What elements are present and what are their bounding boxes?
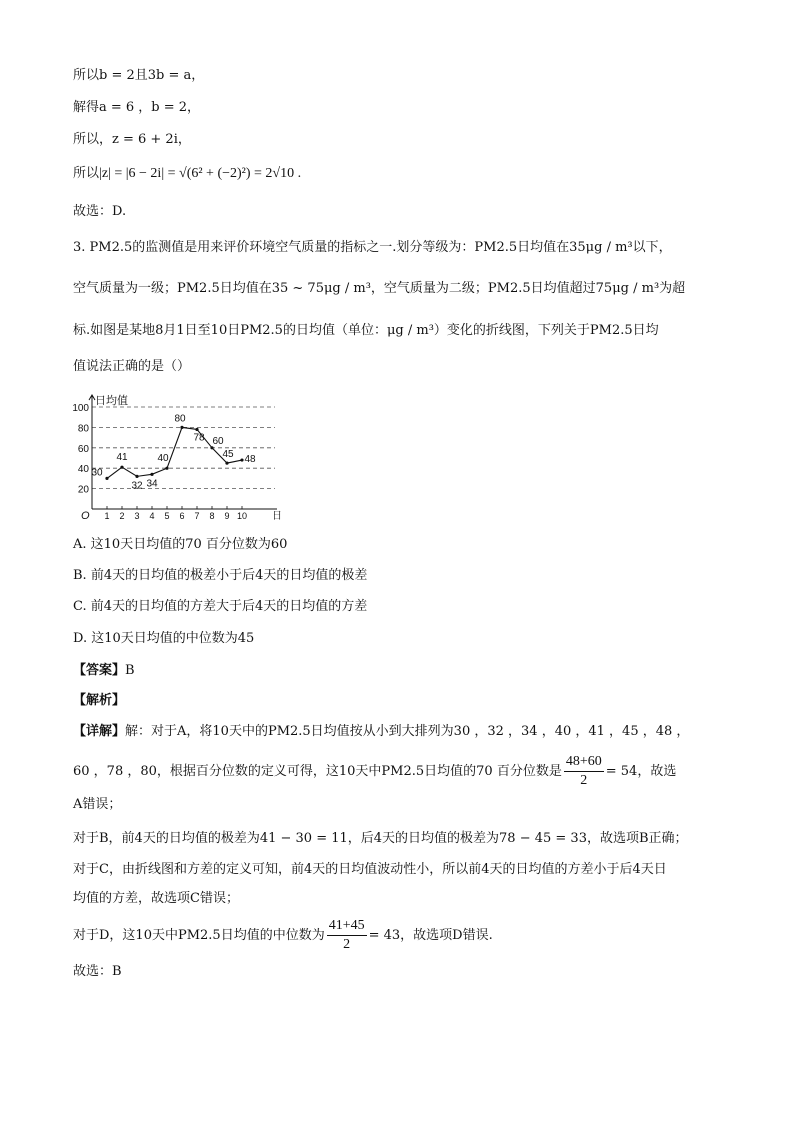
y-axis-label: 日均值 [95,395,128,407]
data-point [105,477,108,480]
x-tick-label: 9 [224,511,230,521]
detail-text-2-suffix: = 54，故选 [605,764,677,779]
answer-line [73,661,135,681]
detail-line-5: 对于C，由折线图和方差的定义可知，前4天的日均值波动性小，所以前4天的日均值的方差小于后4天日 [73,862,667,877]
detail-text-2: 60 ，78 ，80，根据百分位数的定义可得，这10天中PM2.5日均值的70 百分位数是 [73,764,562,779]
detail-text-1: 解：对于A，将10天中的PM2.5日均值按从小到大排列为30 ，32 ，34 ，40 ，41 ，45 ，48 ， [125,724,690,739]
option-a: A. 这10天日均值的70 百分位数为60 [73,537,288,552]
prev-solution-line-4 [73,164,301,184]
fraction-70th-percentile [564,753,604,790]
data-label: 41 [116,452,128,464]
question-line-3: 标.如图是某地8月1日至10日PM2.5的日均值（单位：μg / m³）变化的折线图，下列关于PM2.5日均 [73,323,659,338]
x-tick-label: 5 [164,511,170,521]
x-tick-label: 8 [209,511,215,521]
data-point [120,466,123,469]
pm25-line-chart [70,392,285,522]
detail-line-7 [73,916,493,956]
y-tick-label: 40 [77,464,89,476]
question-line-2: 空气质量为一级；PM2.5日均值在35 ~ 75μg / m³，空气质量为二级；PM2.5日均值超过75μg / m³为超 [73,281,686,296]
data-point [150,473,153,476]
question-line-4: 值说法正确的是（） [73,359,191,374]
prev-solution-line-4-prefix: 所以 [73,166,100,181]
data-label: 80 [174,413,186,425]
prev-solution-line-1: 所以b = 2且3b = a， [73,68,205,83]
prev-solution-line-2: 解得a = 6 ，b = 2， [73,100,201,115]
data-point [195,428,198,431]
detail-text-7-suffix: = 43，故选项D错误. [368,928,493,943]
fraction-numerator: 48+60 [564,753,604,772]
data-point [165,467,168,470]
detail-line-2 [73,752,676,792]
prev-solution-line-3: 所以，z = 6 + 2i， [73,132,191,147]
answer-tag: 【答案】 [73,663,126,678]
question-line-1: 3. PM2.5的监测值是用来评价环境空气质量的指标之一.划分等级为：PM2.5日均值在35μg / m³以下， [73,240,672,255]
detail-choose: 故选：B [73,964,122,979]
data-label: 48 [244,454,256,466]
fraction-numerator: 41+45 [327,917,367,936]
detail-line-3: A错误； [73,797,122,812]
x-tick-label: 7 [194,511,200,521]
y-tick-label: 60 [77,443,89,455]
x-tick-label: 1 [104,511,110,521]
data-point [135,475,138,478]
x-tick-label: 10 [236,511,248,521]
modulus-expression: |z| = |6 − 2i| = √(6² + (−2)²) = 2√10 . [99,166,302,181]
data-point [225,462,228,465]
detail-text-7: 对于D，这10天中PM2.5日均值的中位数为 [73,928,325,943]
data-point [240,458,243,461]
x-tick-label: 4 [149,511,155,521]
option-d: D. 这10天日均值的中位数为45 [73,631,255,646]
fraction-denominator: 2 [580,773,588,788]
fraction-median [327,917,367,954]
analysis-tag [73,691,125,711]
detail-line-1 [73,722,689,742]
data-label: 32 [131,480,143,492]
data-label: 40 [157,453,169,465]
data-label: 78 [193,432,205,444]
data-point [180,426,183,429]
fraction-denominator: 2 [343,937,351,952]
detail-line-6: 均值的方差，故选项C错误； [73,891,239,906]
answer-value: B [125,663,135,678]
data-label: 45 [222,449,234,461]
x-tick-label: 6 [179,511,185,521]
y-tick-label: 100 [72,403,89,414]
analysis-label: 【解析】 [73,693,126,708]
detail-tag: 【详解】 [73,724,126,739]
data-label: 60 [212,435,224,447]
option-b: B. 前4天的日均值的极差小于后4天的日均值的极差 [73,568,368,583]
data-label: 34 [146,478,158,490]
data-label: 30 [91,467,103,479]
option-c: C. 前4天的日均值的方差大于后4天的日均值的方差 [73,599,368,614]
x-axis-label: 日 [272,511,282,522]
y-tick-label: 20 [77,484,89,496]
origin-label: O [81,510,90,522]
y-tick-label: 80 [77,423,89,435]
prev-solution-choose: 故选：D. [73,204,127,219]
x-tick-label: 3 [134,511,140,521]
detail-line-4: 对于B，前4天的日均值的极差为41 − 30 = 11，后4天的日均值的极差为78 − 45 = 33，故选项B正确； [73,831,688,846]
x-tick-label: 2 [119,511,125,521]
